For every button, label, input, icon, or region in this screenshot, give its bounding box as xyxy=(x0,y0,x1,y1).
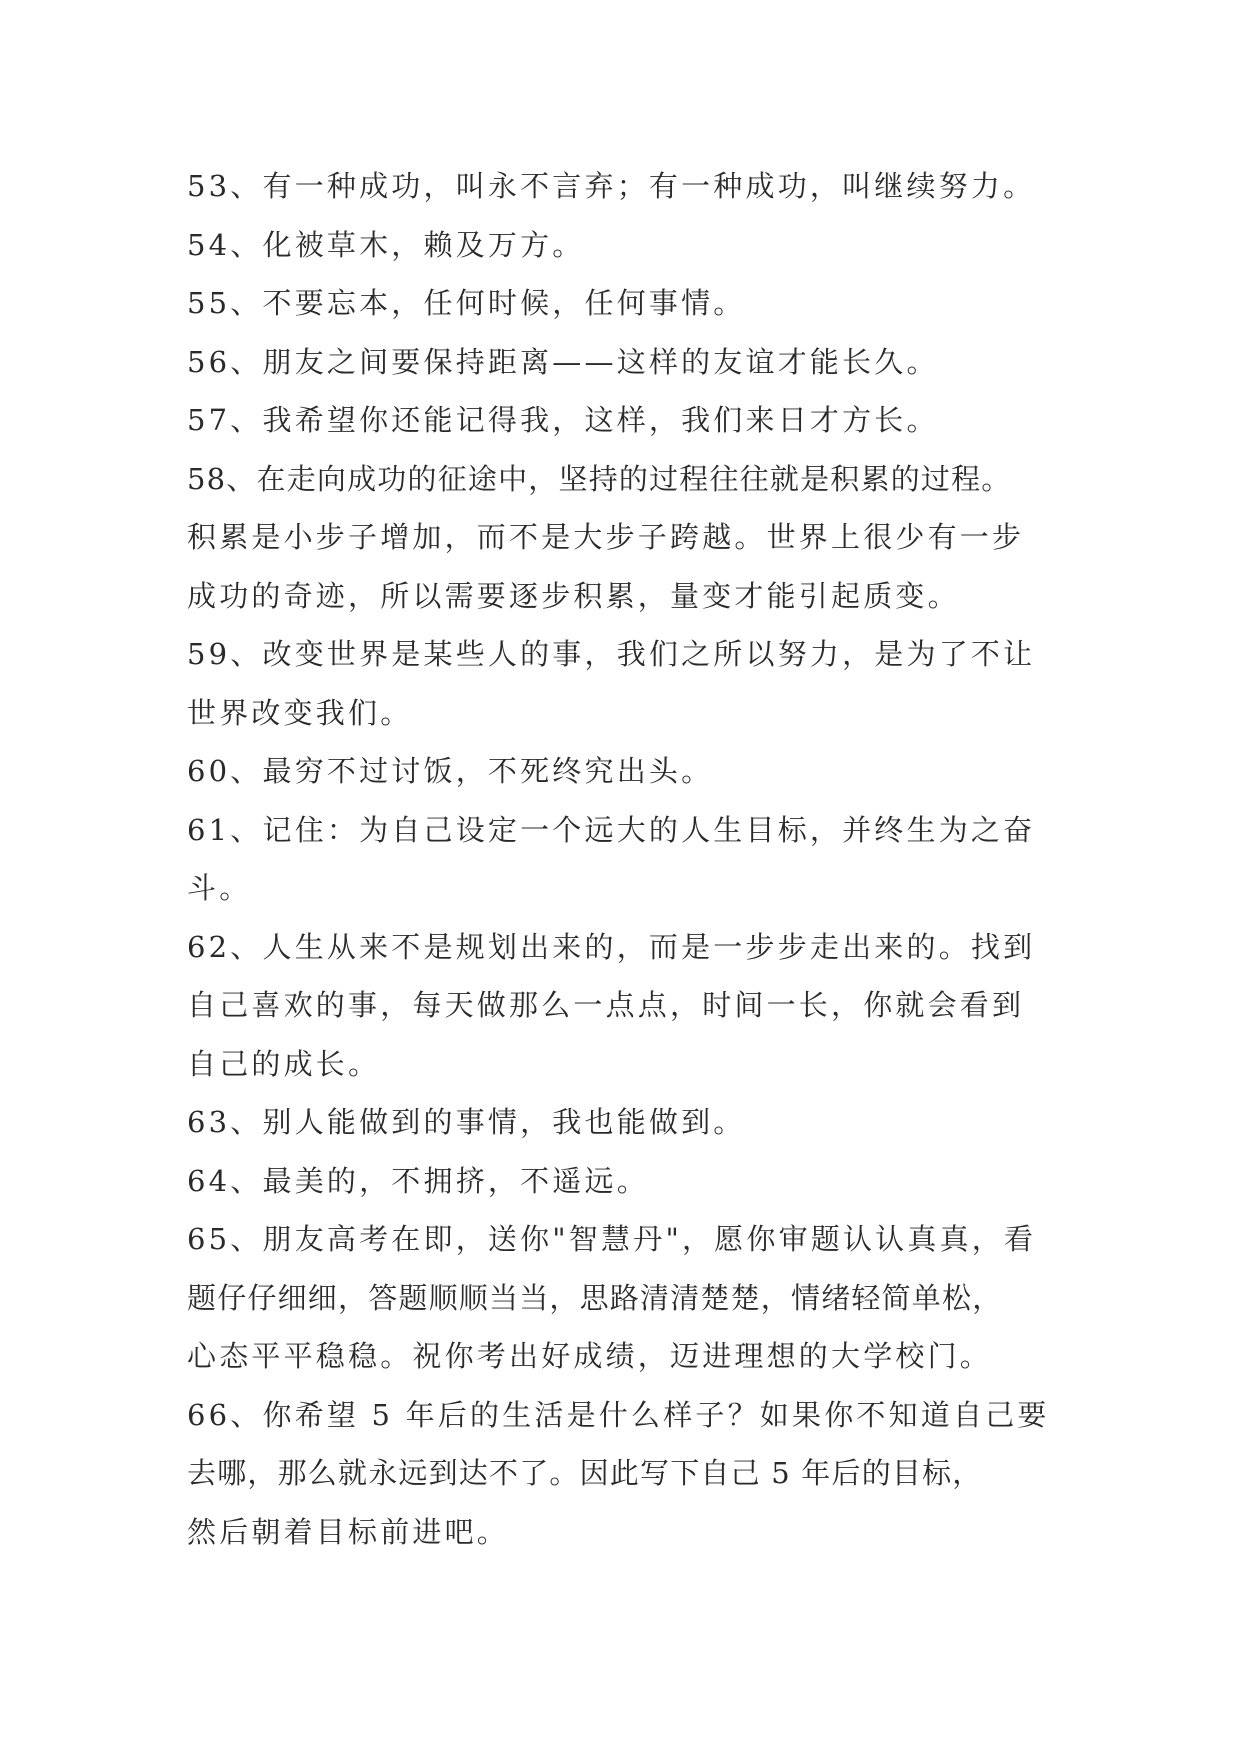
document-body xyxy=(187,157,1067,1561)
text-line: 63、别人能做到的事情，我也能做到。 xyxy=(187,1105,746,1139)
text-line: 66、你希望 5 年后的生活是什么样子？如果你不知道自己要 xyxy=(187,1397,1050,1432)
text-line: 62、人生从来不是规划出来的，而是一步步走出来的。找到 xyxy=(187,929,1036,964)
text-line: 54、化被草木，赖及万方。 xyxy=(187,227,585,262)
text-line: 积累是小步子增加，而不是大步子跨越。世界上很少有一步 xyxy=(187,520,1025,554)
text-line: 自己的成长。 xyxy=(187,1046,381,1081)
text-line: 59、改变世界是某些人的事，我们之所以努力，是为了不让 xyxy=(187,637,1036,671)
text-line: 然后朝着目标前进吧。 xyxy=(187,1514,510,1549)
text-line: 61、记住：为自己设定一个远大的人生目标，并终生为之奋 xyxy=(187,812,1036,847)
text-line: 56、朋友之间要保持距离——这样的友谊才能长久。 xyxy=(187,344,939,379)
text-line: 53、有一种成功，叫永不言弃；有一种成功，叫继续努力。 xyxy=(187,169,1036,203)
text-line: 心态平平稳稳。祝你考出好成绩，迈进理想的大学校门。 xyxy=(187,1339,993,1373)
text-line: 57、我希望你还能记得我，这样，我们来日才方长。 xyxy=(187,403,939,437)
text-line: 64、最美的，不拥挤，不遥远。 xyxy=(187,1163,649,1198)
text-line: 58、在走向成功的征途中，坚持的过程往往就是积累的过程。 xyxy=(187,461,1012,496)
text-line: 55、不要忘本，任何时候，任何事情。 xyxy=(187,286,746,320)
text-line: 自己喜欢的事，每天做那么一点点，时间一长，你就会看到 xyxy=(187,988,1025,1022)
text-line: 斗。 xyxy=(187,871,252,905)
text-line: 世界改变我们。 xyxy=(187,695,413,730)
text-line: 60、最穷不过讨饭，不死终究出头。 xyxy=(187,754,714,788)
text-line: 题仔仔细细，答题顺顺当当，思路清清楚楚，情绪轻简单松， xyxy=(187,1280,1003,1315)
text-line: 成功的奇迹，所以需要逐步积累，量变才能引起质变。 xyxy=(187,578,960,613)
text-line: 65、朋友高考在即，送你"智慧丹"，愿你审题认认真真，看 xyxy=(187,1222,1037,1256)
text-line: 去哪，那么就永远到达不了。因此写下自己 5 年后的目标， xyxy=(187,1456,983,1490)
